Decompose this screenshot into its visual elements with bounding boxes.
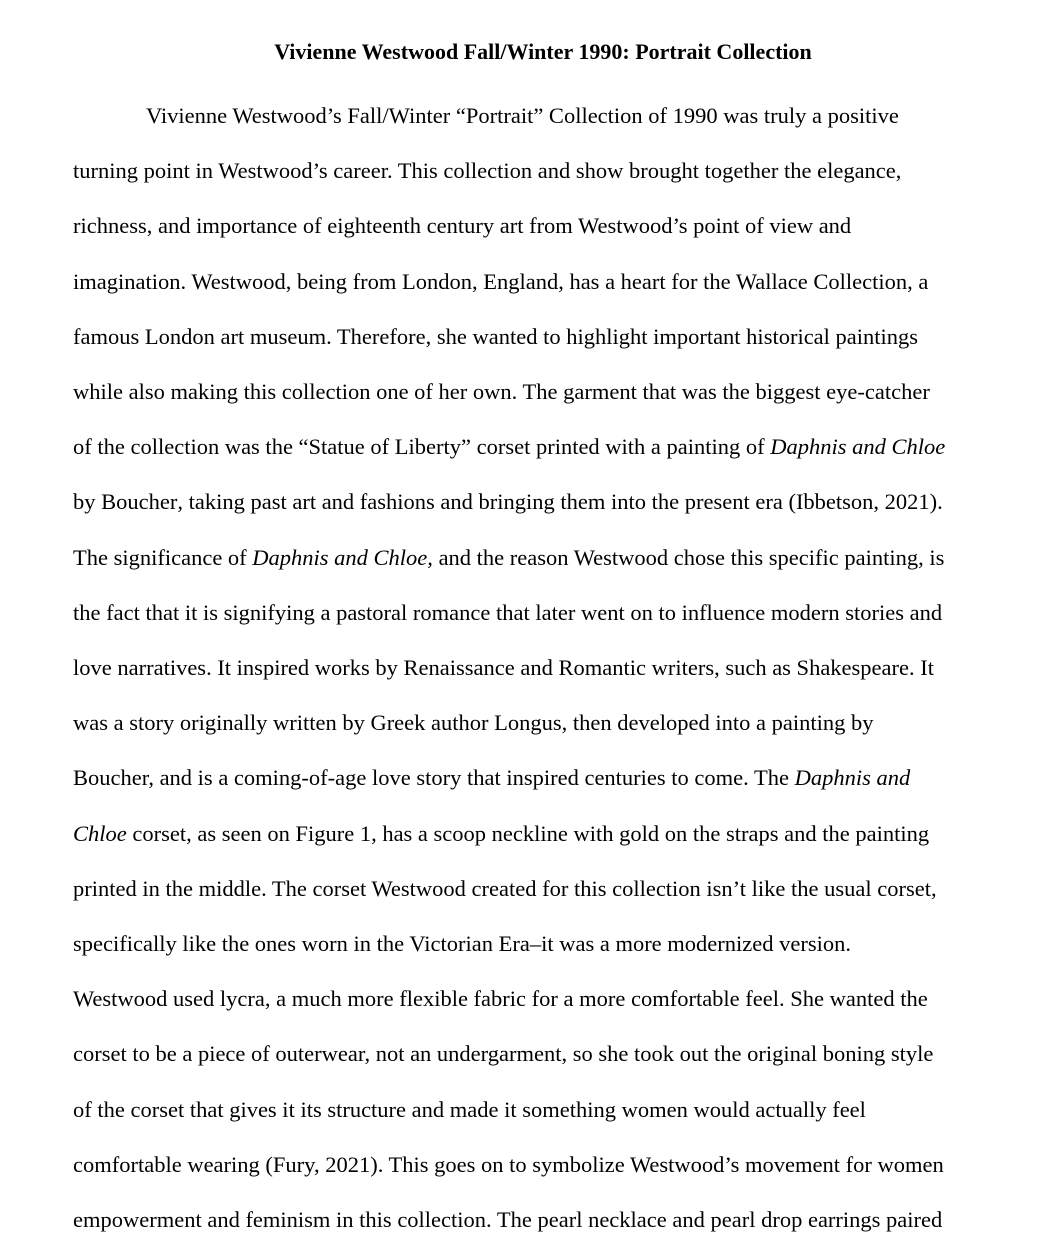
italic-text: , bbox=[177, 489, 183, 515]
text-segment: richness, and importance of eighteenth century art from Westwood’s point of view and bbox=[73, 213, 852, 239]
text-line bbox=[73, 1205, 942, 1235]
text-line bbox=[73, 819, 929, 849]
text-segment: of the corset that gives it its structure and made it something women would actually feel bbox=[73, 1096, 866, 1122]
text-segment: while also making this collection one of her own. The garment that was the biggest eye-catcher bbox=[73, 379, 930, 404]
text-segment: printed in the middle. The corset Westwood created for this collection isn’t like the usual corset, bbox=[73, 875, 937, 901]
text-line bbox=[73, 267, 928, 297]
text-segment: corset, as seen on Figure 1, has a scoop neckline with gold on the straps and the painting bbox=[126, 820, 930, 846]
text-line bbox=[73, 487, 943, 517]
text-segment: imagination. Westwood, being from London, England, has a heart for the Wallace Collection, a bbox=[73, 268, 929, 294]
text-segment: comfortable wearing (Fury, 2021). This goes on to symbolize Westwood’s movement for women bbox=[73, 1151, 944, 1177]
text-segment: the fact that it is signifying a pastoral romance that later went on to influence modern stories and bbox=[73, 599, 943, 625]
text-line bbox=[73, 211, 851, 241]
text-segment: was a story originally written by Greek author Longus, then developed into a painting by bbox=[73, 710, 874, 736]
italic-text: Daphnis and bbox=[794, 765, 911, 791]
text-segment: turning point in Westwood’s career. This collection and show brought together the elegance, bbox=[73, 158, 902, 184]
text-line bbox=[73, 432, 945, 462]
text-line bbox=[73, 1039, 933, 1069]
text-line bbox=[73, 929, 851, 959]
text-segment: Westwood used lycra, a much more flexible fabric for a more comfortable feel. She wanted the bbox=[73, 986, 928, 1012]
text-line bbox=[73, 763, 910, 793]
text-segment: The significance of bbox=[73, 544, 253, 570]
text-segment: taking past art and fashions and bringing them into the present era (Ibbetson, 2021). bbox=[182, 489, 943, 515]
text-line bbox=[73, 653, 934, 683]
text-line bbox=[73, 598, 942, 628]
text-segment: Vivienne Westwood’s Fall/Winter “Portrait” Collection of 1990 was truly a positive bbox=[146, 103, 899, 128]
text-line bbox=[73, 377, 930, 407]
text-segment: Boucher, and is a coming-of-age love story that inspired centuries to come. The bbox=[73, 765, 795, 791]
italic-text: Daphnis and Chloe, bbox=[252, 544, 433, 570]
text-line bbox=[73, 708, 873, 738]
text-line bbox=[73, 874, 937, 904]
text-segment: and the reason Westwood chose this specific painting, is bbox=[432, 544, 945, 570]
text-line bbox=[73, 543, 944, 573]
italic-text: Chloe bbox=[73, 820, 127, 846]
text-segment: specifically like the ones worn in the Victorian Era–it was a more modernized version. bbox=[73, 931, 851, 956]
text-line bbox=[73, 156, 901, 186]
text-segment: corset to be a piece of outerwear, not an undergarment, so she took out the original boning style bbox=[73, 1041, 934, 1067]
text-segment: love narratives. It inspired works by Renaissance and Romantic writers, such as Shakespeare. It bbox=[73, 655, 934, 680]
text-segment: famous London art museum. Therefore, she wanted to highlight important historical paintings bbox=[73, 323, 919, 349]
italic-text: Daphnis and Chloe bbox=[770, 434, 946, 460]
text-line bbox=[73, 984, 928, 1014]
text-line bbox=[73, 1095, 866, 1125]
text-segment: by Boucher bbox=[73, 489, 178, 515]
text-line bbox=[73, 1150, 944, 1180]
text-line bbox=[146, 101, 899, 131]
document-title: Vivienne Westwood Fall/Winter 1990: Portrait Collection bbox=[274, 39, 812, 64]
text-segment: empowerment and feminism in this collection. The pearl necklace and pearl drop earrings paired bbox=[73, 1207, 943, 1232]
text-line bbox=[73, 322, 918, 352]
text-segment: of the collection was the “Statue of Liberty” corset printed with a painting of bbox=[73, 434, 771, 460]
